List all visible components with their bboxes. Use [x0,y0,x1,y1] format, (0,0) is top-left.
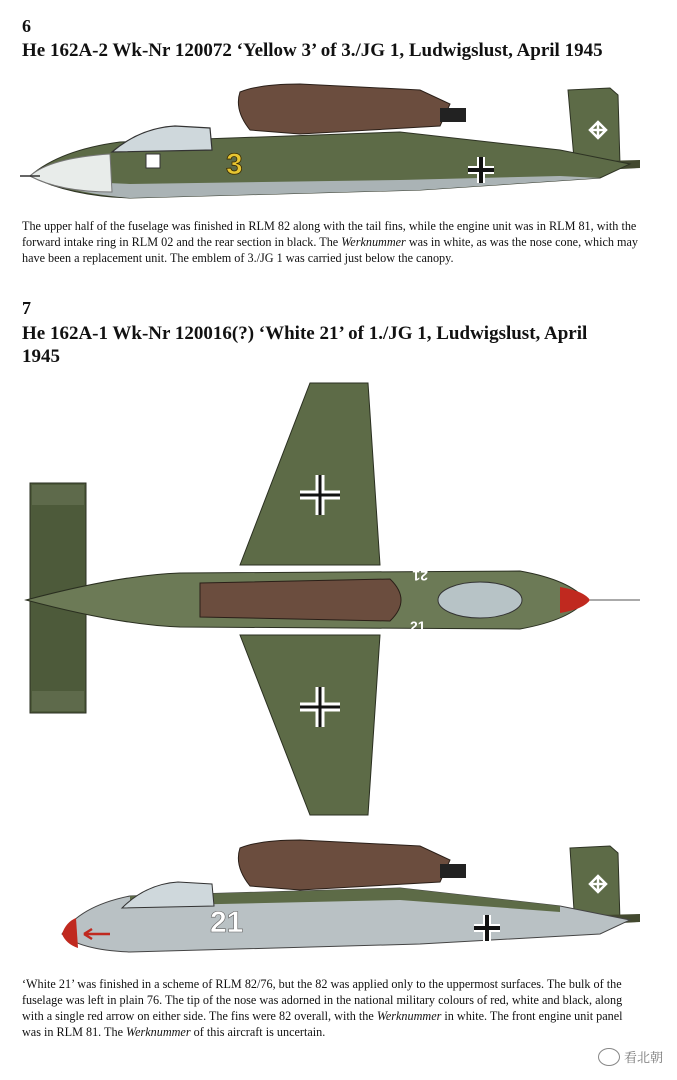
plate-6-title: He 162A-2 Wk-Nr 120072 ‘Yellow 3’ of 3./JG 1, Ludwigslust, April 1945 [22,40,603,61]
plate-6-number: 6 [22,16,31,36]
wing [240,383,380,565]
upper-fuselage-code: 21 [412,568,428,584]
plate-6-caption [22,218,642,266]
plate-7-title: He 162A-1 Wk-Nr 120016(?) ‘White 21’ of 1./JG 1, Ludwigslust, April 1945 [22,323,588,367]
wechat-icon [598,1048,620,1066]
caption-italic-term: Werknummer [126,1025,191,1039]
caption-italic-term: Werknummer [376,1009,442,1023]
canopy [112,126,212,152]
watermark-text: 看北朝 [623,1051,663,1066]
caption-text: ‘White 21’ was finished in a scheme of RLM 82/76, but the 82 was applied only to the uppermost surfaces. The bulk of the fuselage was left in plain 76. The tip of the nose was adorned in the national military colours of red, white and black, along with a single red arrow on either side. The fins were 82 overall, with the [22,977,623,1023]
engine-pod [200,579,401,621]
watermark [598,1047,663,1066]
engine-pod [238,84,450,134]
plate-7-number: 7 [22,298,31,318]
he162-yellow3-side-profile [0,80,677,220]
nose-cone [30,154,112,192]
he162-white21-top-view [0,375,677,825]
caption-text: of this aircraft is uncertain. [190,1025,326,1039]
he162-white21-side-profile [0,838,677,963]
nose-cone [62,918,78,948]
canopy [438,582,522,618]
fuselage-code: 21 [210,906,244,939]
caption-text: in white. The front engine unit panel was in RLM 81. The [22,1009,623,1039]
engine-pod [238,840,450,890]
caption-text: was in white, as was the nose cone, which may have been a replacement unit. The emblem of 3./JG 1 was carried just below the canopy. [22,235,638,265]
nose-cone [560,587,590,613]
lower-fuselage-code: 21 [410,618,426,634]
fuselage-code: 3 [226,148,243,181]
caption-text: The upper half of the fuselage was finished in RLM 82 along with the tail fins, while the engine unit was in RLM 81, with the forward intake ring in RLM 02 and the rear section in black. The [22,219,637,249]
caption-italic-term: Werknummer [341,235,406,249]
canopy [122,882,214,908]
plate-7-caption [22,976,642,1040]
unit-emblem-icon [146,154,160,168]
